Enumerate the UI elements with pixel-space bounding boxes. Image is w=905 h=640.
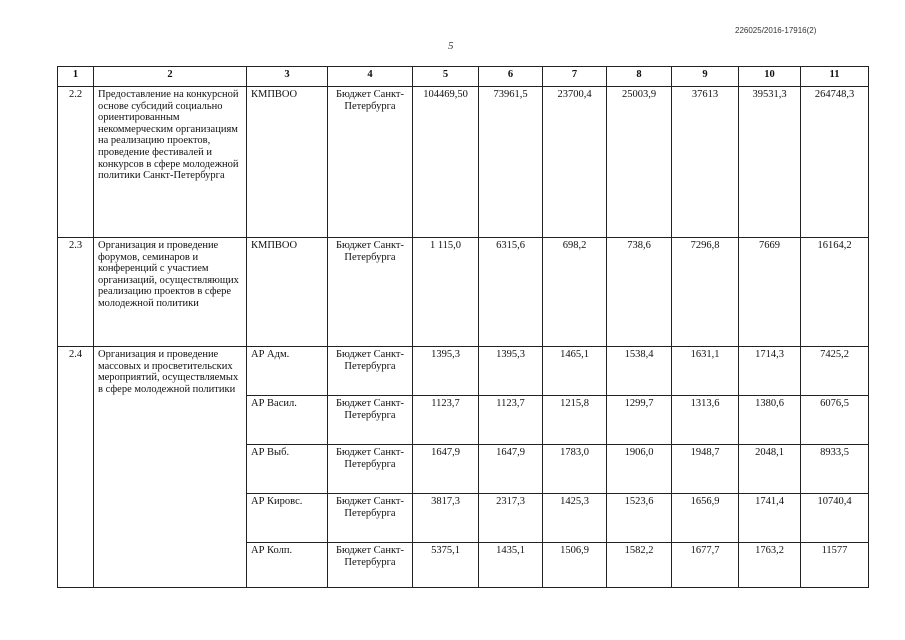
column-header: 2 [94,67,247,87]
cell-value: 1465,1 [543,347,607,396]
cell-value: 1395,3 [479,347,543,396]
row-executor: КМПВОО [247,238,328,347]
column-header: 4 [328,67,413,87]
cell-value: 1582,2 [607,543,672,588]
cell-value: 37613 [672,87,739,238]
row-number: 2.3 [58,238,94,347]
column-header: 3 [247,67,328,87]
cell-value: 1395,3 [413,347,479,396]
cell-value: 1741,4 [739,494,801,543]
cell-value: 6315,6 [479,238,543,347]
table-row [58,347,869,396]
cell-value: 8933,5 [801,445,869,494]
cell-value: 39531,3 [739,87,801,238]
column-header: 7 [543,67,607,87]
cell-value: 2048,1 [739,445,801,494]
cell-value: 264748,3 [801,87,869,238]
row-executor: АР Колп. [247,543,328,588]
column-header: 8 [607,67,672,87]
cell-value: 104469,50 [413,87,479,238]
cell-value: 1313,6 [672,396,739,445]
row-source: Бюджет Санкт-Петербурга [328,396,413,445]
cell-value: 1677,7 [672,543,739,588]
row-executor: КМПВОО [247,87,328,238]
row-source: Бюджет Санкт-Петербурга [328,543,413,588]
cell-value: 10740,4 [801,494,869,543]
cell-value: 25003,9 [607,87,672,238]
row-description: Организация и проведение форумов, семинаров и конференций с участием организаций, осуществляющих реализацию проектов в сфере молодежной политики [94,238,247,347]
cell-value: 1425,3 [543,494,607,543]
row-description: Предоставление на конкурсной основе субсидий социально ориентированным некоммерческим организациям на реализацию проектов, проведение фестивалей и конкурсов в сфере молодежной политики Санкт-Петербурга [94,87,247,238]
cell-value: 23700,4 [543,87,607,238]
column-header: 11 [801,67,869,87]
cell-value: 698,2 [543,238,607,347]
budget-table [57,66,869,588]
row-number: 2.2 [58,87,94,238]
cell-value: 1506,9 [543,543,607,588]
column-header: 1 [58,67,94,87]
cell-value: 1631,1 [672,347,739,396]
header-row [58,67,869,87]
cell-value: 16164,2 [801,238,869,347]
column-header: 6 [479,67,543,87]
cell-value: 6076,5 [801,396,869,445]
row-executor: АР Адм. [247,347,328,396]
cell-value: 7296,8 [672,238,739,347]
row-source: Бюджет Санкт-Петербурга [328,238,413,347]
column-header: 10 [739,67,801,87]
cell-value: 3817,3 [413,494,479,543]
row-description: Организация и проведение массовых и просветительских мероприятий, осуществляемых в сфере молодежной политики [94,347,247,588]
cell-value: 1380,6 [739,396,801,445]
cell-value: 11577 [801,543,869,588]
row-number: 2.4 [58,347,94,588]
document-id: 226025/2016-17916(2) [735,26,817,35]
cell-value: 2317,3 [479,494,543,543]
cell-value: 5375,1 [413,543,479,588]
cell-value: 1906,0 [607,445,672,494]
cell-value: 1763,2 [739,543,801,588]
cell-value: 1647,9 [413,445,479,494]
cell-value: 73961,5 [479,87,543,238]
page-number: 5 [448,40,454,52]
row-source: Бюджет Санкт-Петербурга [328,445,413,494]
table-row [58,238,869,347]
cell-value: 1523,6 [607,494,672,543]
cell-value: 7425,2 [801,347,869,396]
cell-value: 1538,4 [607,347,672,396]
cell-value: 1 115,0 [413,238,479,347]
cell-value: 1948,7 [672,445,739,494]
cell-value: 1123,7 [479,396,543,445]
cell-value: 1299,7 [607,396,672,445]
cell-value: 1714,3 [739,347,801,396]
table-row [58,87,869,238]
row-source: Бюджет Санкт-Петербурга [328,347,413,396]
column-header: 5 [413,67,479,87]
row-executor: АР Кировс. [247,494,328,543]
cell-value: 1215,8 [543,396,607,445]
row-source: Бюджет Санкт-Петербурга [328,494,413,543]
row-executor: АР Васил. [247,396,328,445]
row-executor: АР Выб. [247,445,328,494]
cell-value: 1435,1 [479,543,543,588]
cell-value: 1783,0 [543,445,607,494]
cell-value: 1123,7 [413,396,479,445]
cell-value: 1647,9 [479,445,543,494]
column-header: 9 [672,67,739,87]
cell-value: 738,6 [607,238,672,347]
cell-value: 7669 [739,238,801,347]
row-source: Бюджет Санкт-Петербурга [328,87,413,238]
cell-value: 1656,9 [672,494,739,543]
